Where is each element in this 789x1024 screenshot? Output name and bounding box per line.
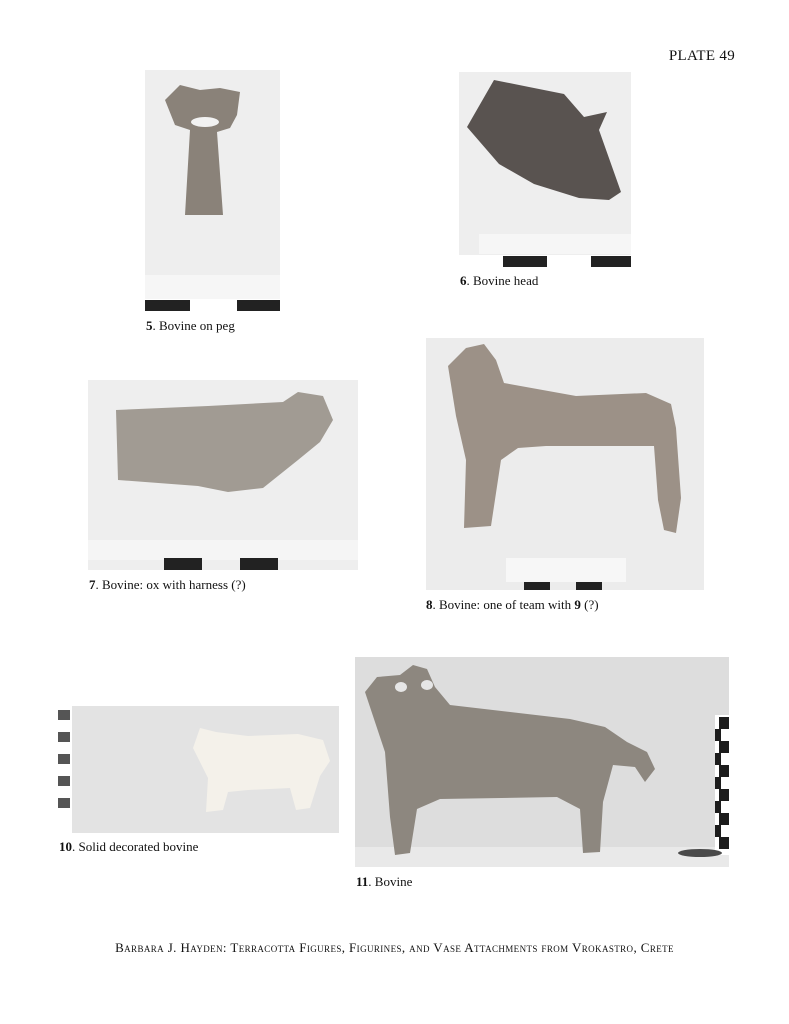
caption-suffix: (?) [580, 597, 599, 612]
photo-bovine-one-of-team [426, 338, 704, 590]
caption-fig-6 [460, 273, 538, 289]
figure-number: 6 [460, 273, 467, 288]
photo-bovine-ox-with-harness [88, 380, 358, 570]
caption-fig-5 [146, 318, 235, 334]
caption-text: . Bovine on peg [152, 318, 235, 333]
figure-reference: 9 [574, 597, 581, 612]
photo-bovine-on-peg [145, 70, 280, 312]
caption-text: . Bovine [368, 874, 413, 889]
caption-text: . Solid decorated bovine [72, 839, 199, 854]
figure-number: 5 [146, 318, 153, 333]
caption-text: . Bovine: ox with harness (?) [95, 577, 246, 592]
figure-number: 7 [89, 577, 96, 592]
plate-label: PLATE 49 [668, 48, 735, 64]
caption-fig-10 [59, 839, 198, 855]
figure-number: 10 [59, 839, 72, 854]
photo-bovine-head [459, 72, 631, 268]
running-footer: Barbara J. Hayden: Terracotta Figures, Figurines, and Vase Attachments from Vrokastro, Crete [115, 940, 674, 955]
photo-solid-decorated-bovine [58, 706, 339, 833]
caption-fig-11 [356, 874, 412, 890]
photo-bovine [355, 657, 729, 867]
caption-text: . Bovine: one of team with [432, 597, 575, 612]
caption-text: . Bovine head [466, 273, 539, 288]
caption-fig-7 [89, 577, 246, 593]
figure-number: 8 [426, 597, 433, 612]
figure-number: 11 [356, 874, 369, 889]
caption-fig-8 [426, 597, 599, 613]
